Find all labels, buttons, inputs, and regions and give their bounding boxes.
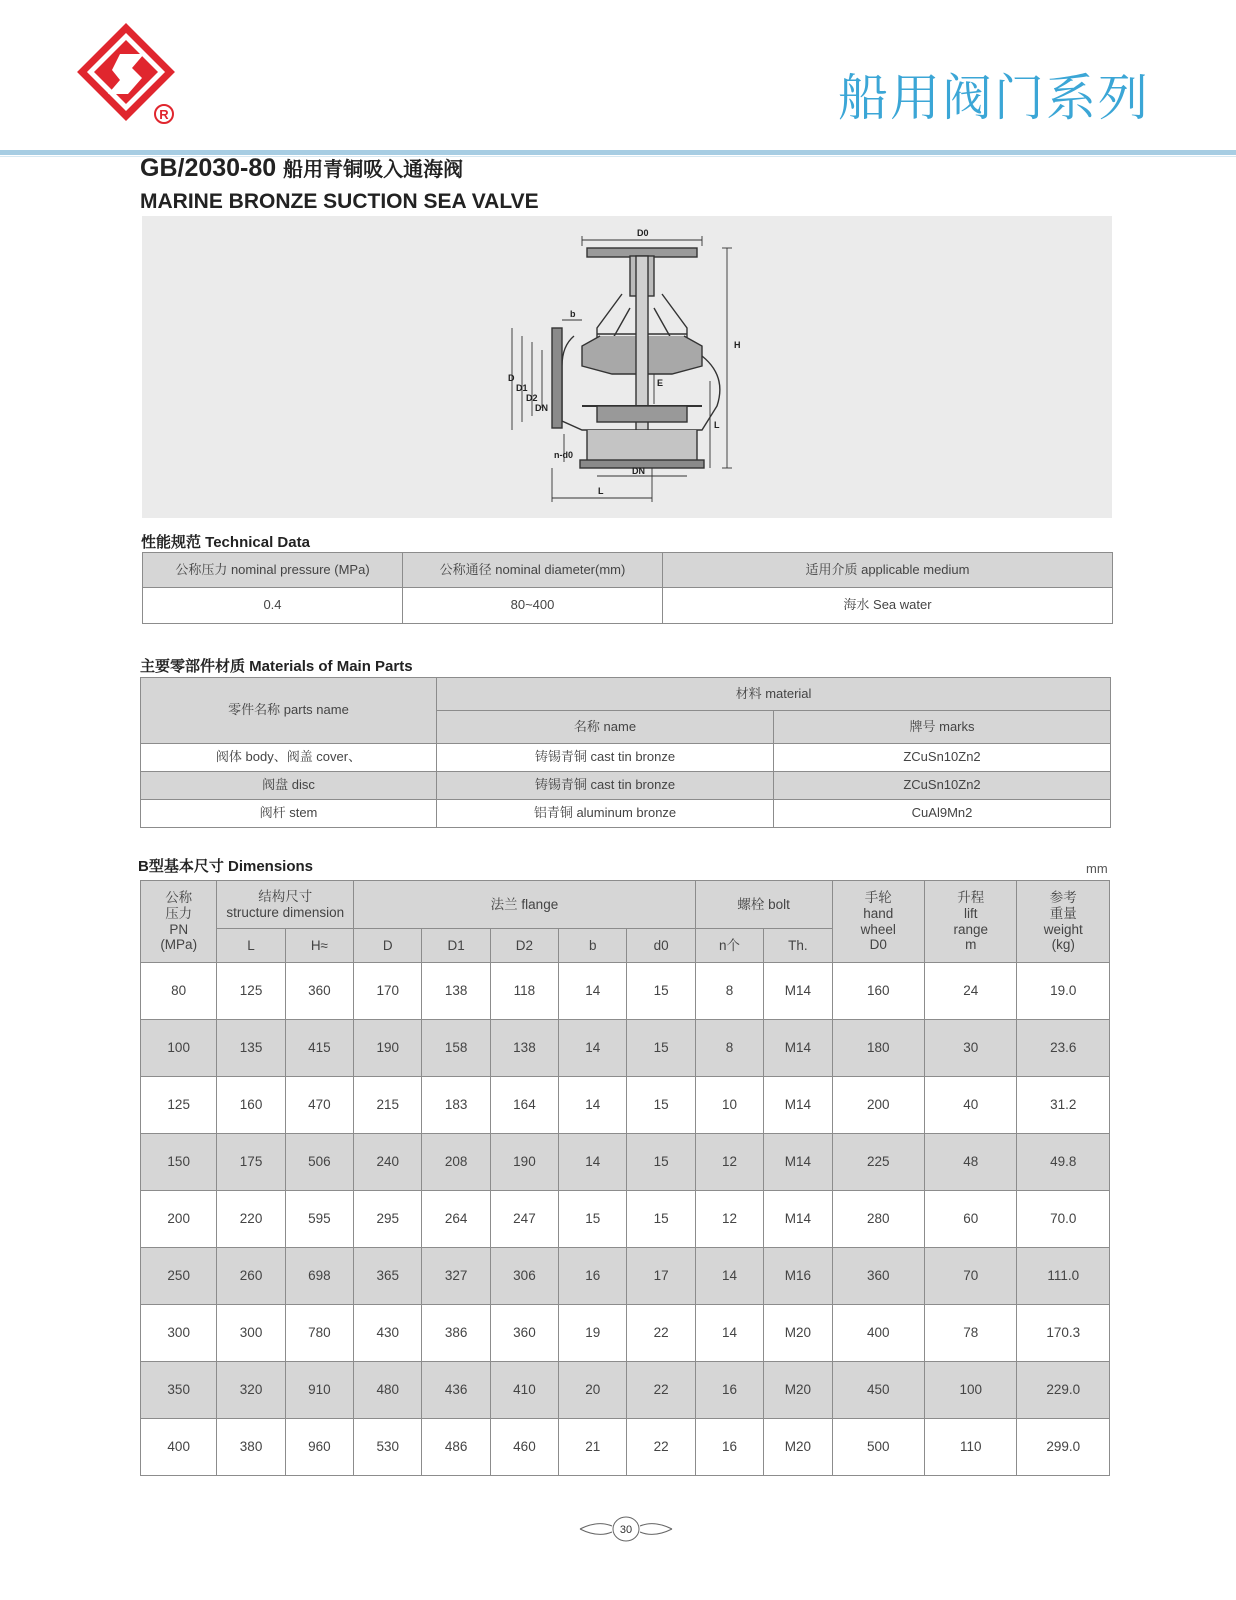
dimension-cell: 183: [422, 1077, 490, 1134]
dimension-cell: 21: [559, 1419, 627, 1476]
dimension-cell: 14: [559, 1077, 627, 1134]
subheader-th: Th.: [764, 929, 832, 963]
dimension-cell: 135: [217, 1020, 285, 1077]
table-row: [141, 744, 1111, 772]
dimension-cell: 15: [559, 1191, 627, 1248]
header-weight: 参考 重量 weight (kg): [1017, 881, 1110, 963]
dimension-cell: M20: [764, 1419, 832, 1476]
header-handwheel: 手轮 hand wheel D0: [832, 881, 924, 963]
dimension-cell: 16: [559, 1248, 627, 1305]
header-structure: 结构尺寸 structure dimension: [217, 881, 354, 929]
subheader-d1: D1: [422, 929, 490, 963]
yoke-left: [597, 294, 630, 340]
materials-cell: 阀盘 disc: [141, 772, 437, 800]
dimension-cell: 138: [490, 1020, 558, 1077]
header-flange: 法兰 flange: [354, 881, 696, 929]
subheader-n: n个: [695, 929, 763, 963]
dimension-cell: 10: [695, 1077, 763, 1134]
label-l-right: L: [714, 420, 720, 430]
dimension-cell: 698: [285, 1248, 353, 1305]
dimension-cell: M14: [764, 1077, 832, 1134]
materials-table: [140, 677, 1111, 828]
dimension-cell: 260: [217, 1248, 285, 1305]
dimension-cell: 31.2: [1017, 1077, 1110, 1134]
dimension-cell: 15: [627, 963, 695, 1020]
materials-marks-header: 牌号 marks: [774, 711, 1111, 744]
materials-cell: CuAl9Mn2: [774, 800, 1111, 828]
dimension-cell: 16: [695, 1362, 763, 1419]
materials-cell: ZCuSn10Zn2: [774, 744, 1111, 772]
dimension-cell: 175: [217, 1134, 285, 1191]
dimension-cell: 400: [832, 1305, 924, 1362]
dimension-cell: 300: [217, 1305, 285, 1362]
dimension-cell: 170: [354, 963, 422, 1020]
doc-code: GB/2030-80: [140, 154, 277, 182]
dimension-cell: 430: [354, 1305, 422, 1362]
series-title: 船用阀门系列: [838, 70, 1150, 126]
dimension-cell: M14: [764, 1191, 832, 1248]
dimension-cell: 350: [141, 1362, 217, 1419]
doc-code-line: [140, 153, 463, 183]
materials-parts-header: 零件名称 parts name: [141, 678, 437, 744]
tech-header-pressure: 公称压力 nominal pressure (MPa): [143, 553, 403, 588]
dimension-cell: 250: [141, 1248, 217, 1305]
table-row: [141, 800, 1111, 828]
dimension-cell: 125: [141, 1077, 217, 1134]
tech-header-medium: 适用介质 applicable medium: [663, 553, 1113, 588]
side-flange: [552, 328, 562, 428]
dimension-cell: 500: [832, 1419, 924, 1476]
dimension-cell: 100: [141, 1020, 217, 1077]
table-row: [141, 1077, 1110, 1134]
dimension-cell: 48: [924, 1134, 1016, 1191]
dimension-cell: 15: [627, 1020, 695, 1077]
materials-cell: ZCuSn10Zn2: [774, 772, 1111, 800]
label-dn-bottom: DN: [632, 466, 645, 476]
dimension-cell: 170.3: [1017, 1305, 1110, 1362]
dimension-cell: 15: [627, 1191, 695, 1248]
dimensions-heading: B型基本尺寸 Dimensions: [138, 858, 314, 875]
dimension-cell: 360: [285, 963, 353, 1020]
dimension-cell: 215: [354, 1077, 422, 1134]
dimension-cell: 8: [695, 963, 763, 1020]
subheader-l: L: [217, 929, 285, 963]
label-dn-left: DN: [535, 403, 548, 413]
page-number-badge: [578, 1514, 674, 1544]
dimension-cell: 100: [924, 1362, 1016, 1419]
dimension-cell: 14: [559, 1020, 627, 1077]
materials-cell: 阀体 body、阀盖 cover、: [141, 744, 437, 772]
dimension-cell: 111.0: [1017, 1248, 1110, 1305]
valve-diagram: [142, 216, 1112, 518]
dimension-cell: M14: [764, 963, 832, 1020]
dimension-cell: 12: [695, 1191, 763, 1248]
dimension-cell: 180: [832, 1020, 924, 1077]
dimension-cell: 240: [354, 1134, 422, 1191]
dimension-cell: 15: [627, 1077, 695, 1134]
dimension-cell: 118: [490, 963, 558, 1020]
dimension-cell: 78: [924, 1305, 1016, 1362]
dimension-cell: 19: [559, 1305, 627, 1362]
dimension-cell: 410: [490, 1362, 558, 1419]
dimension-cell: 470: [285, 1077, 353, 1134]
header-lift: 升程 lift range m: [924, 881, 1016, 963]
materials-cell: 阀杆 stem: [141, 800, 437, 828]
materials-name-header: 名称 name: [437, 711, 774, 744]
tech-value-diameter: 80~400: [403, 588, 663, 624]
svg-text:R: R: [159, 107, 169, 122]
table-row: [141, 1248, 1110, 1305]
table-row: [141, 1191, 1110, 1248]
table-row: [141, 1305, 1110, 1362]
dimension-cell: 327: [422, 1248, 490, 1305]
dimension-cell: 595: [285, 1191, 353, 1248]
tech-value-medium: 海水 Sea water: [663, 588, 1113, 624]
dimension-cell: 138: [422, 963, 490, 1020]
dimension-cell: 299.0: [1017, 1419, 1110, 1476]
header-bolt: 螺栓 bolt: [695, 881, 832, 929]
dimension-cell: 80: [141, 963, 217, 1020]
tech-value-pressure: 0.4: [143, 588, 403, 624]
label-d0: D0: [637, 228, 649, 238]
dimension-cell: 17: [627, 1248, 695, 1305]
valve-drawing: [142, 216, 1112, 518]
dimension-cell: 780: [285, 1305, 353, 1362]
dimension-cell: 320: [217, 1362, 285, 1419]
tech-header-diameter: 公称通径 nominal diameter(mm): [403, 553, 663, 588]
materials-heading: 主要零部件材质 Materials of Main Parts: [140, 658, 413, 675]
tech-heading: 性能规范 Technical Data: [141, 534, 310, 551]
subheader-d0: d0: [627, 929, 695, 963]
dimension-cell: 380: [217, 1419, 285, 1476]
tech-table: [142, 552, 1113, 624]
dimension-cell: 160: [217, 1077, 285, 1134]
dimension-cell: 264: [422, 1191, 490, 1248]
dimension-cell: 415: [285, 1020, 353, 1077]
dimension-cell: 19.0: [1017, 963, 1110, 1020]
table-row: [141, 772, 1111, 800]
dimension-cell: M20: [764, 1305, 832, 1362]
dimension-cell: 190: [354, 1020, 422, 1077]
dimension-cell: 360: [490, 1305, 558, 1362]
dimension-cell: 486: [422, 1419, 490, 1476]
page-number: 30: [619, 1524, 633, 1536]
subheader-b: b: [559, 929, 627, 963]
dimension-cell: 306: [490, 1248, 558, 1305]
dimension-cell: 960: [285, 1419, 353, 1476]
dimension-cell: 400: [141, 1419, 217, 1476]
dimension-cell: 16: [695, 1419, 763, 1476]
dimension-cell: 30: [924, 1020, 1016, 1077]
label-d1: D1: [516, 383, 528, 393]
dimension-cell: 247: [490, 1191, 558, 1248]
dimension-cell: 110: [924, 1419, 1016, 1476]
dimension-cell: 150: [141, 1134, 217, 1191]
dimension-cell: 14: [695, 1305, 763, 1362]
dimension-cell: 300: [141, 1305, 217, 1362]
dimension-cell: 386: [422, 1305, 490, 1362]
materials-cell: 铝青铜 aluminum bronze: [437, 800, 774, 828]
dimension-cell: 22: [627, 1305, 695, 1362]
label-n-d0: n-d0: [554, 450, 573, 460]
dimension-cell: 158: [422, 1020, 490, 1077]
subheader-h: H≈: [285, 929, 353, 963]
dimension-cell: 200: [832, 1077, 924, 1134]
dimension-cell: 530: [354, 1419, 422, 1476]
table-row: [141, 1419, 1110, 1476]
label-d: D: [508, 373, 515, 383]
dimension-cell: 70: [924, 1248, 1016, 1305]
dimension-cell: 14: [559, 1134, 627, 1191]
materials-material-header: 材料 material: [437, 678, 1111, 711]
dimension-cell: 460: [490, 1419, 558, 1476]
subheader-d: D: [354, 929, 422, 963]
dimension-cell: M14: [764, 1020, 832, 1077]
company-logo: [76, 22, 186, 128]
dimension-cell: 208: [422, 1134, 490, 1191]
doc-title-en: MARINE BRONZE SUCTION SEA VALVE: [140, 190, 539, 213]
dimension-cell: 506: [285, 1134, 353, 1191]
dimension-cell: M14: [764, 1134, 832, 1191]
dimension-cell: 200: [141, 1191, 217, 1248]
dimensions-body: [141, 963, 1110, 1476]
dimension-cell: 40: [924, 1077, 1016, 1134]
dimension-cell: 70.0: [1017, 1191, 1110, 1248]
dimension-cell: 20: [559, 1362, 627, 1419]
dimension-cell: 22: [627, 1419, 695, 1476]
dimension-cell: 280: [832, 1191, 924, 1248]
dimension-cell: 295: [354, 1191, 422, 1248]
dimension-cell: 125: [217, 963, 285, 1020]
dimension-cell: 160: [832, 963, 924, 1020]
dimension-cell: 190: [490, 1134, 558, 1191]
dimension-cell: 49.8: [1017, 1134, 1110, 1191]
dimension-cell: 229.0: [1017, 1362, 1110, 1419]
label-b: b: [570, 309, 576, 319]
dimension-cell: 910: [285, 1362, 353, 1419]
doc-title-cn: 船用青铜吸入通海阀: [283, 159, 464, 181]
dimension-cell: 8: [695, 1020, 763, 1077]
dimension-cell: 164: [490, 1077, 558, 1134]
dimension-cell: 14: [559, 963, 627, 1020]
valve-disc: [597, 406, 687, 422]
dimension-cell: 22: [627, 1362, 695, 1419]
subheader-d2: D2: [490, 929, 558, 963]
dimension-cell: 12: [695, 1134, 763, 1191]
table-row: [141, 1020, 1110, 1077]
dimension-cell: 23.6: [1017, 1020, 1110, 1077]
header-pn: 公称 压力 PN (MPa): [141, 881, 217, 963]
label-l-bottom: L: [598, 486, 604, 496]
label-d2: D2: [526, 393, 538, 403]
dimension-cell: 365: [354, 1248, 422, 1305]
dimension-cell: 14: [695, 1248, 763, 1305]
dimension-cell: 60: [924, 1191, 1016, 1248]
table-row: [141, 1362, 1110, 1419]
label-h: H: [734, 340, 741, 350]
dimension-cell: M20: [764, 1362, 832, 1419]
dimension-cell: 480: [354, 1362, 422, 1419]
dimension-cell: 225: [832, 1134, 924, 1191]
yoke-right: [654, 294, 687, 340]
dimension-cell: 450: [832, 1362, 924, 1419]
table-row: [141, 1134, 1110, 1191]
materials-cell: 铸锡青铜 cast tin bronze: [437, 744, 774, 772]
dimension-cell: 436: [422, 1362, 490, 1419]
dimension-cell: 360: [832, 1248, 924, 1305]
dimension-cell: M16: [764, 1248, 832, 1305]
unit-label: mm: [1086, 861, 1108, 876]
dimension-cell: 220: [217, 1191, 285, 1248]
materials-cell: 铸锡青铜 cast tin bronze: [437, 772, 774, 800]
label-e: E: [657, 378, 664, 388]
table-row: [141, 963, 1110, 1020]
dimension-cell: 24: [924, 963, 1016, 1020]
dimension-cell: 15: [627, 1134, 695, 1191]
dimensions-table: [140, 880, 1110, 1476]
